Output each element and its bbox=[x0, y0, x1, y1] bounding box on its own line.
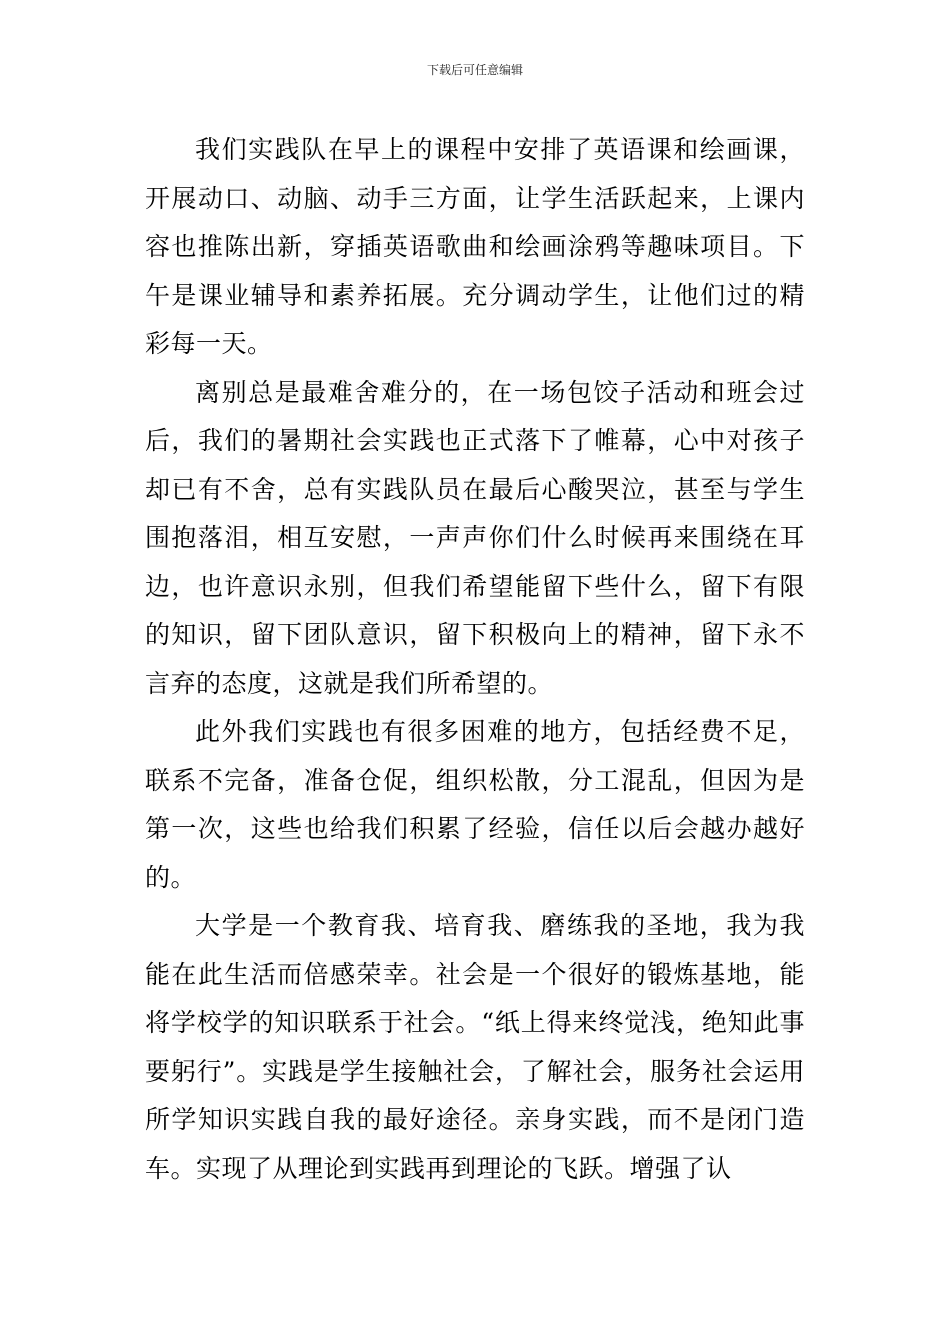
document-body bbox=[145, 126, 805, 1193]
paragraph-1: 我们实践队在早上的课程中安排了英语课和绘画课，开展动口、动脑、动手三方面，让学生活跃起来，上课内容也推陈出新，穿插英语歌曲和绘画涂鸦等趣味项目。下午是课业辅导和素养拓展。充分调动学生，让他们过的精彩每一天。 bbox=[145, 135, 805, 358]
paragraph-3: 此外我们实践也有很多困难的地方，包括经费不足，联系不完备，准备仓促，组织松散，分工混乱，但因为是第一次，这些也给我们积累了经验，信任以后会越办越好的。 bbox=[145, 717, 805, 892]
page-header: 下载后可任意编辑 bbox=[426, 63, 523, 77]
paragraph-2: 离别总是最难舍难分的，在一场包饺子活动和班会过后，我们的暑期社会实践也正式落下了帷幕，心中对孩子却已有不舍，总有实践队员在最后心酸哭泣，甚至与学生围抱落泪，相互安慰，一声声你们什么时候再来围绕在耳边，也许意识永别，但我们希望能留下些什么，留下有限的知识，留下团队意识，留下积极向上的精神，留下永不言弃的态度，这就是我们所希望的。 bbox=[145, 377, 805, 698]
paragraph-4: 大学是一个教育我、培育我、磨练我的圣地，我为我能在此生活而倍感荣幸。社会是一个很好的锻炼基地，能将学校学的知识联系于社会。“纸上得来终觉浅，绝知此事要躬行”。实践是学生接触社会，了解社会，服务社会运用所学知识实践自我的最好途径。亲身实践，而不是闭门造车。实现了从理论到实践再到理论的飞跃。增强了认 bbox=[145, 911, 805, 1183]
